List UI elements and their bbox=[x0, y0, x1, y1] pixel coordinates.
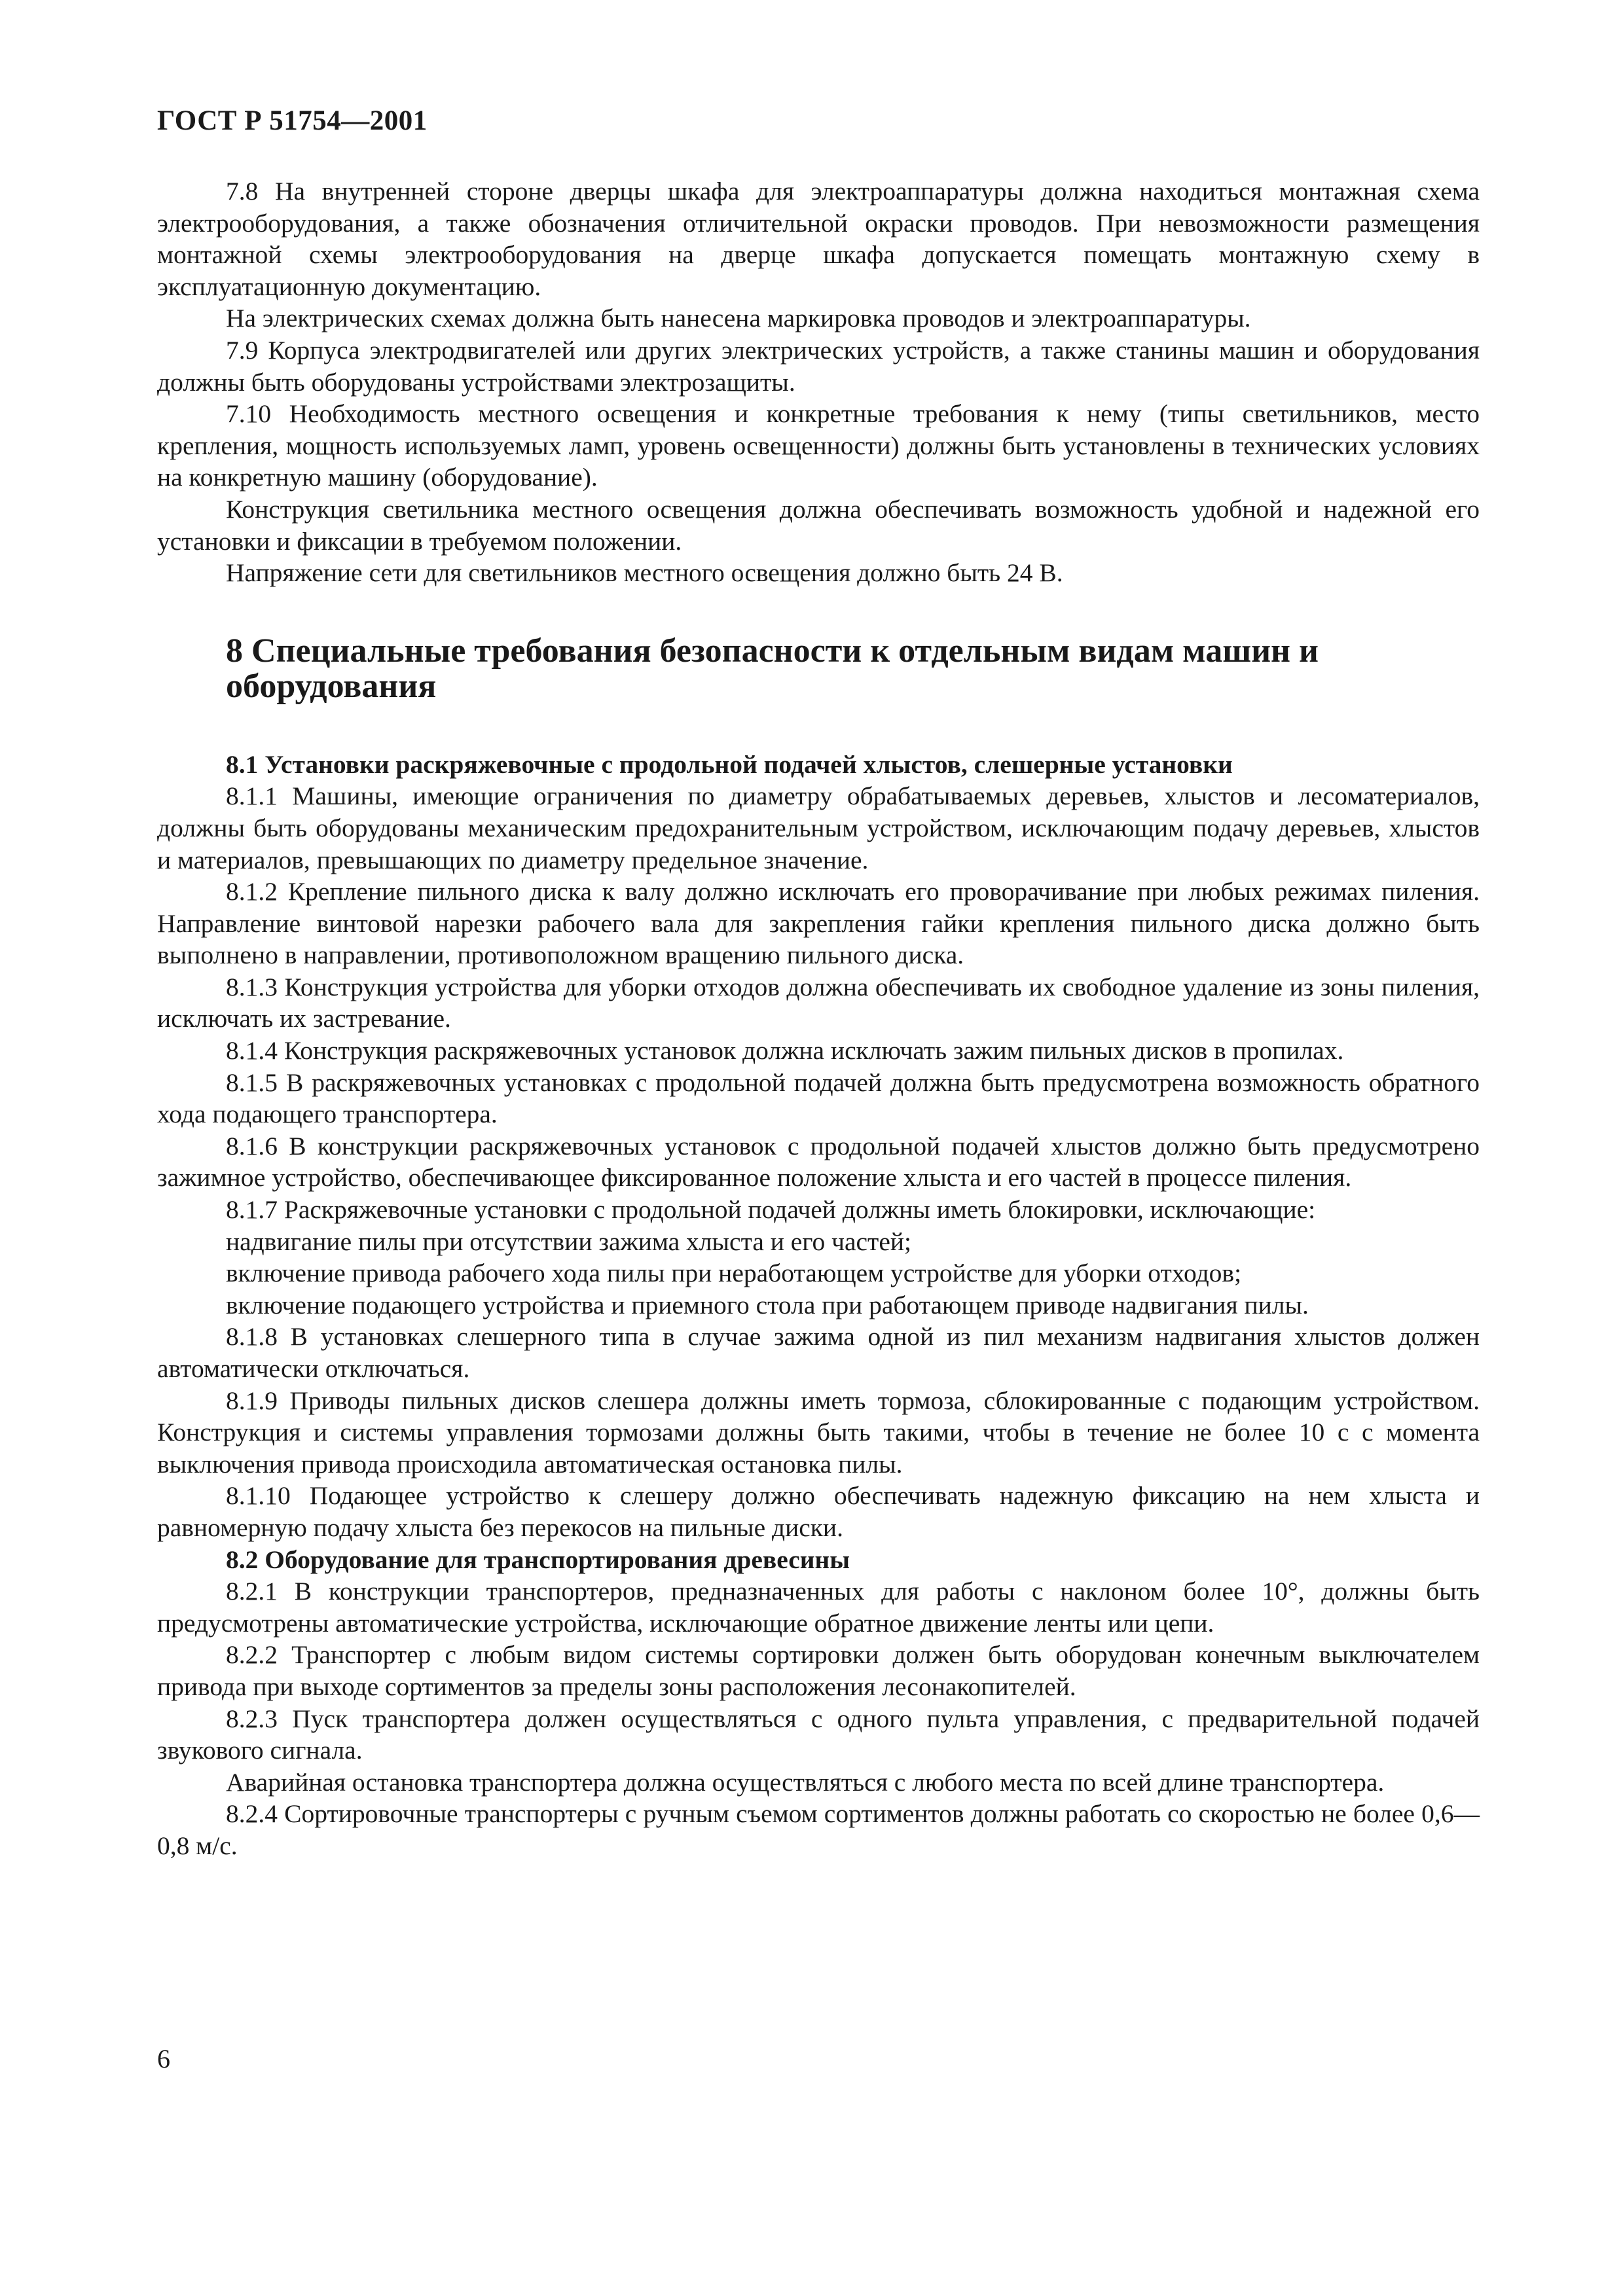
paragraph-8-2-3-emergency: Аварийная остановка транспортера должна осуществляться с любого места по всей длине транспортера. bbox=[226, 1767, 1385, 1797]
paragraph-8-1-5: 8.1.5 В раскряжевочных установках с продольной подачей должна быть предусмотрена возможность обратного хода подающего транспортера. bbox=[157, 1067, 1480, 1129]
paragraph-8-1-3: 8.1.3 Конструкция устройства для уборки отходов должна обеспечивать их свободное удаление из зоны пиления, исключать их застревание. bbox=[157, 972, 1480, 1033]
paragraph-7-9: 7.9 Корпуса электродвигателей или других электрических устройств, а также станины машин и оборудования должны быть оборудованы устройствами электрозащиты. bbox=[157, 335, 1480, 397]
paragraph-8-2-3: 8.2.3 Пуск транспортера должен осуществляться с одного пульта управления, с предварительной подачей звукового сигнала. bbox=[157, 1704, 1480, 1765]
paragraph-7-10-voltage: Напряжение сети для светильников местного освещения должно быть 24 В. bbox=[226, 558, 1063, 588]
paragraph-8-2-4: 8.2.4 Сортировочные транспортеры с ручным съемом сортиментов должны работать со скоростью не более 0,6—0,8 м/с. bbox=[157, 1799, 1480, 1860]
paragraph-8-1-10: 8.1.10 Подающее устройство к слешеру должно обеспечивать надежную фиксацию на нем хлыста и равномерную подачу хлыста без перекосов на пильные диски. bbox=[157, 1481, 1480, 1542]
paragraph-8-1-9: 8.1.9 Приводы пильных дисков слешера должны иметь тормоза, сблокированные с подающим устройством. Конструкция и системы управления тормозами должны быть такими, чтобы в течение не более 10 с с момента выключения привода происходила автоматическая остановка пилы. bbox=[157, 1386, 1480, 1479]
paragraph-8-1-8: 8.1.8 В установках слешерного типа в случае зажима одной из пил механизм надвигания хлыстов должен автоматически отключаться. bbox=[157, 1322, 1480, 1383]
list-item-8-1-7-a: надвигание пилы при отсутствии зажима хлыста и его частей; bbox=[226, 1227, 911, 1256]
section-8-heading: 8 Специальные требования безопасности к отдельным видам машин и оборудования bbox=[226, 632, 1319, 705]
paragraph-8-1-6: 8.1.6 В конструкции раскряжевочных установок с продольной подачей хлыстов должно быть предусмотрено зажимное устройство, обеспечивающее фиксированное положение хлыста и его частей в процессе пиления. bbox=[157, 1131, 1480, 1193]
subsection-8-2-heading: 8.2 Оборудование для транспортирования древесины bbox=[226, 1545, 850, 1574]
paragraph-7-8: 7.8 На внутренней стороне дверцы шкафа для электроаппаратуры должна находиться монтажная схема электрооборудования, а также обозначения отличительной окраски проводов. При невозможности размещения монтажной схемы электрооборудования на дверце шкафа допускается помещать монтажную схему в эксплуатационную документацию. bbox=[157, 177, 1480, 301]
subsection-8-1-heading: 8.1 Установки раскряжевочные с продольной подачей хлыстов, слешерные установки bbox=[226, 749, 1233, 779]
document-code-header: ГОСТ Р 51754—2001 bbox=[157, 105, 428, 136]
paragraph-7-8-note: На электрических схемах должна быть нанесена маркировка проводов и электроаппаратуры. bbox=[226, 304, 1251, 333]
list-item-8-1-7-c: включение подающего устройства и приемного стола при работающем приводе надвигания пилы. bbox=[226, 1290, 1309, 1319]
page-number: 6 bbox=[157, 2044, 170, 2073]
paragraph-8-1-2: 8.1.2 Крепление пильного диска к валу должно исключать его проворачивание при любых режимах пиления. Направление винтовой нарезки рабочего вала для закрепления гайки крепления пильного диска должно быть выполнено в направлении, противоположном вращению пильного диска. bbox=[157, 877, 1480, 970]
paragraph-7-10-luminaire: Конструкция светильника местного освещения должна обеспечивать возможность удобной и надежной его установки и фиксации в требуемом положении. bbox=[157, 494, 1480, 556]
paragraph-8-1-4: 8.1.4 Конструкция раскряжевочных установок должна исключать зажим пильных дисков в пропилах. bbox=[226, 1036, 1344, 1066]
list-item-8-1-7-b: включение привода рабочего хода пилы при неработающем устройстве для уборки отходов; bbox=[226, 1259, 1242, 1288]
paragraph-7-10: 7.10 Необходимость местного освещения и конкретные требования к нему (типы светильников, место крепления, мощность используемых ламп, уровень освещенности) должны быть установлены в технических условиях на конкретную машину (оборудование). bbox=[157, 399, 1480, 492]
paragraph-8-1-1: 8.1.1 Машины, имеющие ограничения по диаметру обрабатываемых деревьев, хлыстов и лесоматериалов, должны быть оборудованы механическим предохранительным устройством, исключающим подачу деревьев, хлыстов и материалов, превышающих по диаметру предельное значение. bbox=[157, 781, 1480, 874]
paragraph-8-2-1: 8.2.1 В конструкции транспортеров, предназначенных для работы с наклоном более 10°, должны быть предусмотрены автоматические устройства, исключающие обратное движение ленты или цепи. bbox=[157, 1577, 1480, 1638]
paragraph-8-1-7: 8.1.7 Раскряжевочные установки с продольной подачей должны иметь блокировки, исключающие: bbox=[226, 1195, 1316, 1225]
page-content bbox=[157, 175, 1480, 1862]
paragraph-8-2-2: 8.2.2 Транспортер с любым видом системы сортировки должен быть оборудован конечным выключателем привода при выходе сортиментов за пределы зоны расположения лесонакопителей. bbox=[157, 1640, 1480, 1701]
